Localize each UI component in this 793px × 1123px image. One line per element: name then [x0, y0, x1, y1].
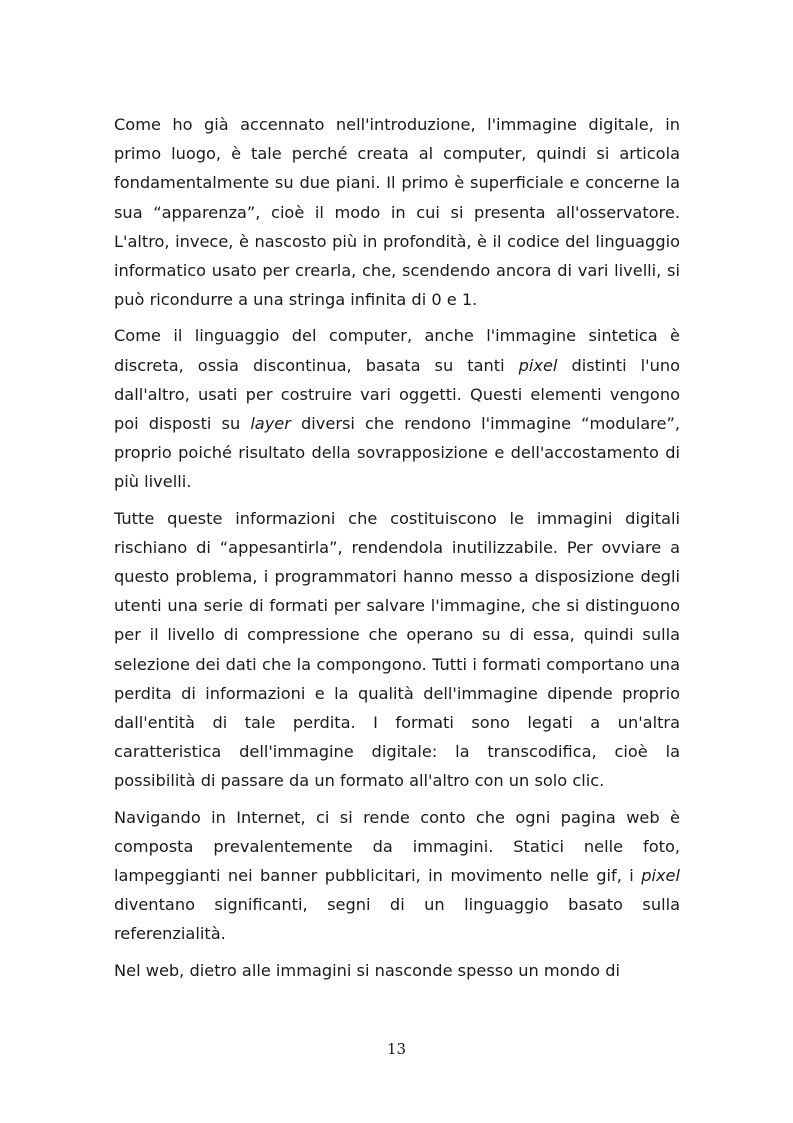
text-run: diversi che rendono l'immagine “modulare”, proprio poiché risultato della sovrapposizione e dell'accostamento di più livelli. — [114, 414, 680, 492]
text-run: Navigando in Internet, ci si rende conto che ogni pagina web è composta prevalentemente da immagini. Statici nelle foto, lampeggianti nei banner pubblicitari, in movimento nelle gif, i — [114, 807, 680, 886]
italic-term: pixel — [641, 866, 680, 886]
italic-term: layer — [250, 414, 291, 434]
body-text — [114, 110, 680, 992]
text-run: Nel web, dietro alle immagini si nasconde spesso un mondo di — [114, 960, 620, 980]
text-run: Come il linguaggio del computer, anche l'immagine sintetica è discreta, ossia discontinua, basata su tanti — [114, 326, 680, 375]
text-run: Tutte queste informazioni che costituiscono le immagini digitali rischiano di “appesantirla”, rendendola inutilizzabile. Per ovviare a questo problema, i programmatori hanno messo a disposizione degli utenti una serie di formati per salvare l'immagine, che si distinguono per il livello di compressione che operano su di essa, quindi sulla selezione dei dati che la compongono. Tutti i formati comportano una perdita di informazioni e la qualità dell'immagine dipende proprio dall'entità di tale perdita. I formati sono legati a un'altra caratteristica dell'immagine digitale: la transcodifica, cioè la possibilità di passare da un formato all'altro con un solo clic. — [114, 508, 680, 791]
text-run: distinti l'uno dall'altro, usati per costruire vari oggetti. Questi elementi vengono poi disposti su — [114, 355, 680, 434]
text-run: Come ho già accennato nell'introduzione, l'immagine digitale, in primo luogo, è tale perché creata al computer, quindi si articola fondamentalmente su due piani. Il primo è superficiale e concerne la sua “apparenza”, cioè il modo in cui si presenta all'osservatore. L'altro, invece, è nascosto più in profondità, è il codice del linguaggio informatico usato per crearla, che, scendendo ancora di vari livelli, si può ricondurre a una stringa infinita di 0 e 1. — [114, 115, 680, 310]
paragraph-5 — [114, 956, 680, 985]
page-number: 13 — [386, 1040, 407, 1058]
paragraph-4 — [114, 803, 680, 949]
paragraph-1 — [114, 110, 680, 314]
paragraph-3 — [114, 504, 680, 796]
paragraph-2 — [114, 321, 680, 496]
text-run: diventano significanti, segni di un linguaggio basato sulla referenzialità. — [114, 895, 680, 944]
italic-term: pixel — [518, 355, 558, 375]
